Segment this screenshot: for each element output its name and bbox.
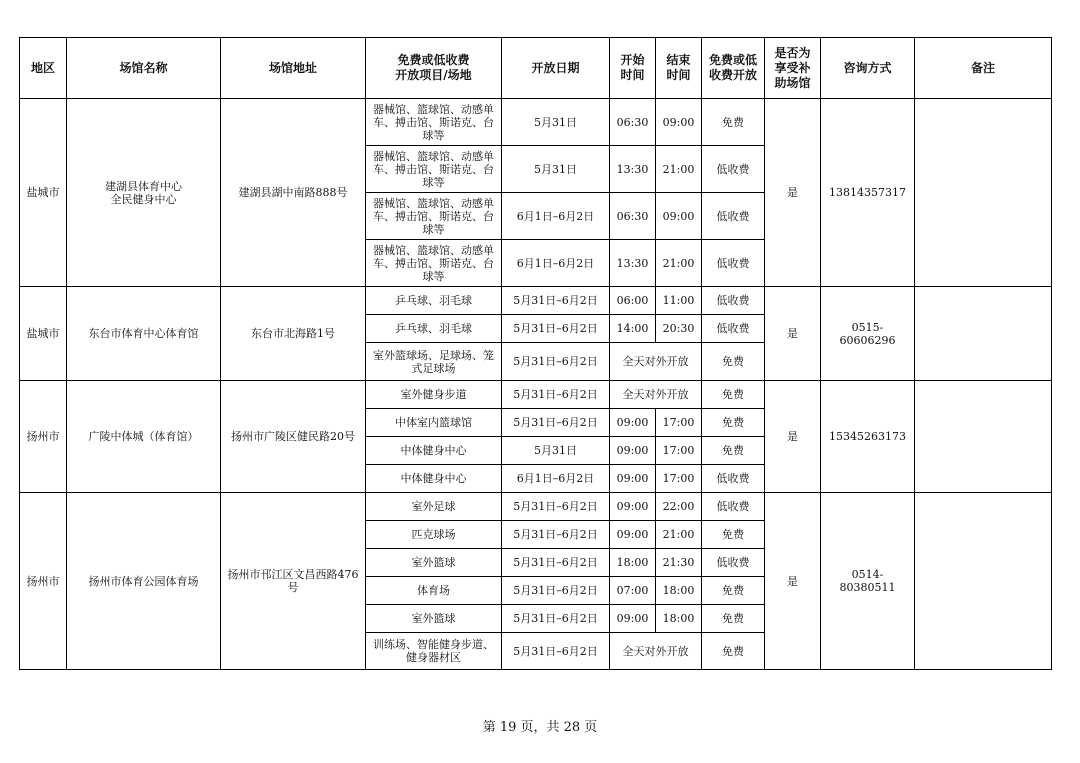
open-date-cell: 5月31日–6月2日	[502, 315, 610, 343]
fee-type-cell: 低收费	[702, 146, 765, 193]
all-day-open-cell: 全天对外开放	[610, 633, 702, 670]
fee-type-cell: 低收费	[702, 193, 765, 240]
subsidy-cell: 是	[765, 287, 821, 381]
remarks-cell	[915, 287, 1052, 381]
open-date-cell: 5月31日–6月2日	[502, 381, 610, 409]
venue-name-cell: 扬州市体育公园体育场	[67, 493, 221, 670]
open-date-cell: 6月1日–6月2日	[502, 465, 610, 493]
open-item-cell: 器械馆、篮球馆、动感单车、搏击馆、斯诺克、台球等	[366, 240, 502, 287]
end-time-cell: 09:00	[656, 99, 702, 146]
open-item-cell: 室外足球	[366, 493, 502, 521]
open-date-cell: 5月31日	[502, 99, 610, 146]
end-time-cell: 21:00	[656, 240, 702, 287]
venue-name-cell: 建湖县体育中心 全民健身中心	[67, 99, 221, 287]
open-item-cell: 体育场	[366, 577, 502, 605]
fee-type-cell: 低收费	[702, 287, 765, 315]
subsidy-cell: 是	[765, 99, 821, 287]
table-row	[20, 287, 1052, 315]
end-time-cell: 17:00	[656, 409, 702, 437]
open-date-cell: 5月31日–6月2日	[502, 287, 610, 315]
open-item-cell: 器械馆、篮球馆、动感单车、搏击馆、斯诺克、台球等	[366, 146, 502, 193]
header-start-time: 开始 时间	[610, 38, 656, 99]
end-time-cell: 21:00	[656, 521, 702, 549]
fee-type-cell: 低收费	[702, 465, 765, 493]
subsidy-cell: 是	[765, 381, 821, 493]
open-item-cell: 中体健身中心	[366, 437, 502, 465]
fee-type-cell: 免费	[702, 633, 765, 670]
open-item-cell: 中体室内篮球馆	[366, 409, 502, 437]
contact-cell: 13814357317	[821, 99, 915, 287]
remarks-cell	[915, 99, 1052, 287]
header-venue-address: 场馆地址	[221, 38, 366, 99]
end-time-cell: 11:00	[656, 287, 702, 315]
venue-address-cell: 扬州市广陵区健民路20号	[221, 381, 366, 493]
venue-address-cell: 扬州市邗江区文昌西路476号	[221, 493, 366, 670]
open-date-cell: 5月31日–6月2日	[502, 521, 610, 549]
end-time-cell: 17:00	[656, 465, 702, 493]
fee-type-cell: 免费	[702, 577, 765, 605]
open-date-cell: 5月31日–6月2日	[502, 633, 610, 670]
open-item-cell: 室外健身步道	[366, 381, 502, 409]
open-date-cell: 5月31日–6月2日	[502, 577, 610, 605]
header-remarks: 备注	[915, 38, 1052, 99]
fee-type-cell: 免费	[702, 381, 765, 409]
header-fee-type: 免费或低 收费开放	[702, 38, 765, 99]
open-date-cell: 6月1日–6月2日	[502, 193, 610, 240]
table-body	[20, 99, 1052, 670]
start-time-cell: 13:30	[610, 240, 656, 287]
start-time-cell: 18:00	[610, 549, 656, 577]
open-item-cell: 室外篮球	[366, 605, 502, 633]
subsidy-cell: 是	[765, 493, 821, 670]
open-date-cell: 5月31日–6月2日	[502, 549, 610, 577]
start-time-cell: 06:30	[610, 99, 656, 146]
page-footer: 第 19 页，共 28 页	[482, 720, 598, 735]
end-time-cell: 18:00	[656, 577, 702, 605]
region-cell: 盐城市	[20, 287, 67, 381]
open-date-cell: 5月31日–6月2日	[502, 409, 610, 437]
region-cell: 扬州市	[20, 493, 67, 670]
end-time-cell: 21:00	[656, 146, 702, 193]
open-item-cell: 器械馆、篮球馆、动感单车、搏击馆、斯诺克、台球等	[366, 193, 502, 240]
fee-type-cell: 免费	[702, 605, 765, 633]
fee-type-cell: 免费	[702, 437, 765, 465]
start-time-cell: 06:00	[610, 287, 656, 315]
header-open-date: 开放日期	[502, 38, 610, 99]
start-time-cell: 06:30	[610, 193, 656, 240]
start-time-cell: 09:00	[610, 521, 656, 549]
open-date-cell: 5月31日–6月2日	[502, 343, 610, 381]
open-item-cell: 室外篮球场、足球场、笼式足球场	[366, 343, 502, 381]
fee-type-cell: 免费	[702, 409, 765, 437]
open-item-cell: 训练场、智能健身步道、健身器材区	[366, 633, 502, 670]
end-time-cell: 17:00	[656, 437, 702, 465]
open-item-cell: 中体健身中心	[366, 465, 502, 493]
header-contact: 咨询方式	[821, 38, 915, 99]
contact-cell: 0515-60606296	[821, 287, 915, 381]
fee-type-cell: 免费	[702, 99, 765, 146]
venue-schedule-table	[19, 37, 1052, 670]
start-time-cell: 09:00	[610, 437, 656, 465]
header-open-items: 免费或低收费 开放项目/场地	[366, 38, 502, 99]
header-row	[20, 38, 1052, 99]
header-end-time: 结束 时间	[656, 38, 702, 99]
table-row	[20, 493, 1052, 521]
venue-address-cell: 建湖县湖中南路888号	[221, 99, 366, 287]
region-cell: 扬州市	[20, 381, 67, 493]
venue-address-cell: 东台市北海路1号	[221, 287, 366, 381]
open-item-cell: 器械馆、篮球馆、动感单车、搏击馆、斯诺克、台球等	[366, 99, 502, 146]
open-item-cell: 乒乓球、羽毛球	[366, 315, 502, 343]
header-venue-name: 场馆名称	[67, 38, 221, 99]
open-date-cell: 6月1日–6月2日	[502, 240, 610, 287]
contact-cell: 15345263173	[821, 381, 915, 493]
open-date-cell: 5月31日–6月2日	[502, 493, 610, 521]
remarks-cell	[915, 381, 1052, 493]
fee-type-cell: 免费	[702, 521, 765, 549]
contact-cell: 0514-80380511	[821, 493, 915, 670]
venue-name-cell: 广陵中体城（体育馆）	[67, 381, 221, 493]
table-row	[20, 381, 1052, 409]
open-item-cell: 室外篮球	[366, 549, 502, 577]
start-time-cell: 09:00	[610, 493, 656, 521]
start-time-cell: 07:00	[610, 577, 656, 605]
open-date-cell: 5月31日	[502, 437, 610, 465]
fee-type-cell: 低收费	[702, 493, 765, 521]
open-item-cell: 匹克球场	[366, 521, 502, 549]
fee-type-cell: 低收费	[702, 315, 765, 343]
header-region: 地区	[20, 38, 67, 99]
open-date-cell: 5月31日–6月2日	[502, 605, 610, 633]
table-row	[20, 99, 1052, 146]
open-item-cell: 乒乓球、羽毛球	[366, 287, 502, 315]
end-time-cell: 22:00	[656, 493, 702, 521]
start-time-cell: 09:00	[610, 605, 656, 633]
end-time-cell: 18:00	[656, 605, 702, 633]
start-time-cell: 13:30	[610, 146, 656, 193]
end-time-cell: 21:30	[656, 549, 702, 577]
all-day-open-cell: 全天对外开放	[610, 343, 702, 381]
region-cell: 盐城市	[20, 99, 67, 287]
end-time-cell: 09:00	[656, 193, 702, 240]
start-time-cell: 09:00	[610, 465, 656, 493]
fee-type-cell: 低收费	[702, 240, 765, 287]
end-time-cell: 20:30	[656, 315, 702, 343]
fee-type-cell: 免费	[702, 343, 765, 381]
venue-name-cell: 东台市体育中心体育馆	[67, 287, 221, 381]
all-day-open-cell: 全天对外开放	[610, 381, 702, 409]
header-subsidy: 是否为 享受补 助场馆	[765, 38, 821, 99]
start-time-cell: 09:00	[610, 409, 656, 437]
open-date-cell: 5月31日	[502, 146, 610, 193]
fee-type-cell: 低收费	[702, 549, 765, 577]
start-time-cell: 14:00	[610, 315, 656, 343]
remarks-cell	[915, 493, 1052, 670]
